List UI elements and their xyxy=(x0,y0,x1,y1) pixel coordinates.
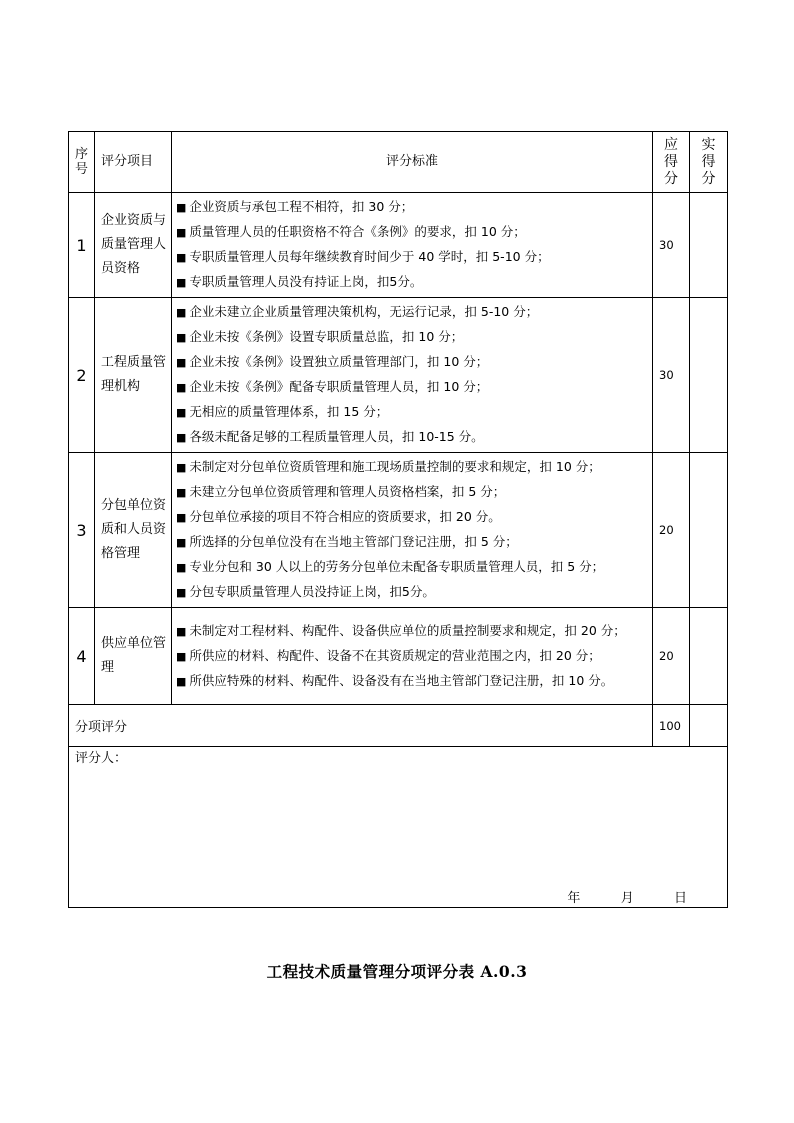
row-actual-score[interactable] xyxy=(690,298,728,453)
table-row xyxy=(69,193,728,298)
criterion: ■ 企业未按《条例》设置独立质量管理部门，扣 10 分； xyxy=(176,354,489,369)
criterion: ■ 企业未按《条例》配备专职质量管理人员，扣 10 分； xyxy=(176,379,489,394)
criterion: ■ 质量管理人员的任职资格不符合《条例》的要求，扣 10 分； xyxy=(176,224,526,239)
header-standard: 评分标准 xyxy=(172,132,653,193)
criterion: ■ 未建立分包单位资质管理和管理人员资格档案，扣 5 分； xyxy=(176,484,506,499)
header-item: 评分项目 xyxy=(95,132,172,193)
row-item: 企业资质与质量管理人员资格 xyxy=(95,193,172,298)
row-actual-score[interactable] xyxy=(690,193,728,298)
scorer-row xyxy=(69,747,728,908)
row-criteria xyxy=(172,453,653,608)
criterion: ■ 无相应的质量管理体系，扣 15 分； xyxy=(176,404,389,419)
row-item: 供应单位管理 xyxy=(95,608,172,705)
table-row xyxy=(69,298,728,453)
row-criteria xyxy=(172,608,653,705)
criterion: ■ 企业资质与承包工程不相符，扣 30 分； xyxy=(176,199,414,214)
date-month: 月 xyxy=(620,891,634,906)
header-score: 应得分 xyxy=(653,132,690,193)
criterion: ■ 企业未按《条例》设置专职质量总监，扣 10 分； xyxy=(176,329,464,344)
criterion: ■ 未制定对工程材料、构配件、设备供应单位的质量控制要求和规定，扣 20 分； xyxy=(176,622,626,638)
criterion: ■ 专业分包和 30 人以上的劳务分包单位未配备专职质量管理人员，扣 5 分； xyxy=(176,559,605,574)
table-row xyxy=(69,608,728,705)
date-line xyxy=(567,887,687,906)
header-row xyxy=(69,132,728,193)
criterion: ■ 所供应特殊的材料、构配件、设备没有在当地主管部门登记注册，扣 10 分。 xyxy=(176,672,614,688)
document-title: 工程技术质量管理分项评分表 A.0.3 xyxy=(266,962,528,981)
subtotal-actual-score[interactable] xyxy=(690,705,728,747)
subtotal-score: 100 xyxy=(653,705,690,747)
criterion: ■ 各级未配备足够的工程质量管理人员，扣 10-15 分。 xyxy=(176,429,484,444)
row-criteria xyxy=(172,298,653,453)
subtotal-label: 分项评分 xyxy=(69,705,653,747)
row-seq: 2 xyxy=(69,298,95,453)
criterion: ■ 未制定对分包单位资质管理和施工现场质量控制的要求和规定，扣 10 分； xyxy=(176,459,601,474)
criterion: ■ 分包专职质量管理人员没持证上岗，扣5分。 xyxy=(176,584,435,599)
criterion: ■ 专职质量管理人员每年继续教育时间少于 40 学时，扣 5-10 分； xyxy=(176,249,550,264)
row-score: 20 xyxy=(653,608,690,705)
criterion: ■ 所选择的分包单位没有在当地主管部门登记注册，扣 5 分； xyxy=(176,534,518,549)
row-actual-score[interactable] xyxy=(690,453,728,608)
row-seq: 1 xyxy=(69,193,95,298)
row-item: 工程质量管理机构 xyxy=(95,298,172,453)
header-actual: 实得分 xyxy=(690,132,728,193)
criterion: ■ 专职质量管理人员没有持证上岗，扣5分。 xyxy=(176,274,423,289)
scorer-label: 评分人： xyxy=(75,751,128,766)
scorer-cell[interactable] xyxy=(69,747,728,908)
row-seq: 3 xyxy=(69,453,95,608)
subtotal-row xyxy=(69,705,728,747)
row-actual-score[interactable] xyxy=(690,608,728,705)
row-criteria xyxy=(172,193,653,298)
date-year: 年 xyxy=(567,891,581,906)
row-score: 30 xyxy=(653,298,690,453)
header-seq: 序号 xyxy=(69,132,95,193)
criterion: ■ 企业未建立企业质量管理决策机构，无运行记录，扣 5-10 分； xyxy=(176,304,539,319)
criterion: ■ 所供应的材料、构配件、设备不在其资质规定的营业范围之内，扣 20 分； xyxy=(176,647,601,663)
row-score: 20 xyxy=(653,453,690,608)
score-table xyxy=(68,131,728,908)
row-seq: 4 xyxy=(69,608,95,705)
row-item: 分包单位资质和人员资格管理 xyxy=(95,453,172,608)
criterion: ■ 分包单位承接的项目不符合相应的资质要求，扣 20 分。 xyxy=(176,509,501,524)
row-score: 30 xyxy=(653,193,690,298)
table-row xyxy=(69,453,728,608)
date-day: 日 xyxy=(673,891,687,906)
